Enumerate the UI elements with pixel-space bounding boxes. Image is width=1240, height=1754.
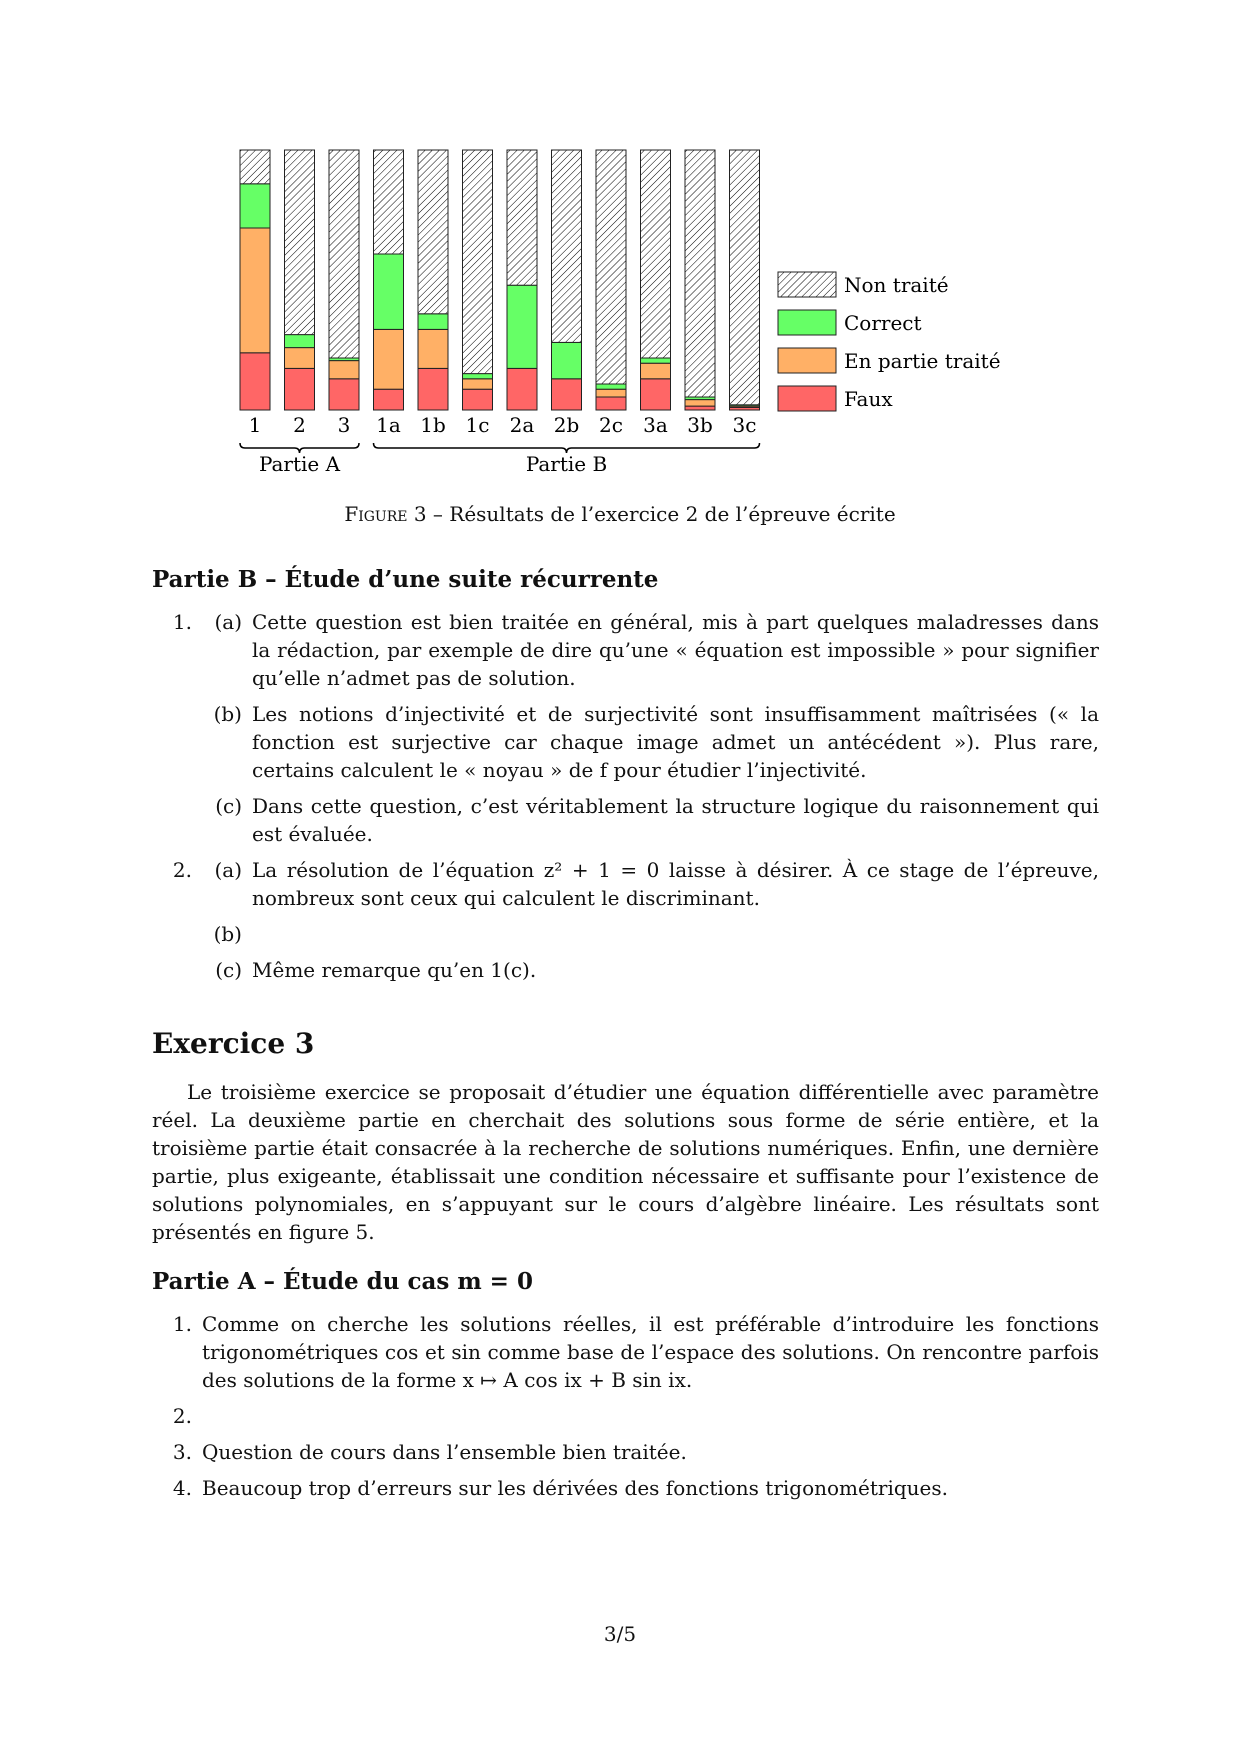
tick-label: 3b <box>687 413 713 437</box>
section-heading: Partie B – Étude d’une suite récurrente <box>152 566 659 593</box>
stacked-bar-chart <box>230 140 1030 480</box>
tick-label: 2a <box>509 413 535 437</box>
item-number <box>152 792 202 848</box>
bar-segment-correct <box>641 358 671 363</box>
list-item <box>152 956 1099 984</box>
bar-segment-correct <box>285 335 315 348</box>
bar-segment-correct <box>463 374 493 379</box>
bar-segment-faux <box>240 353 270 410</box>
caption-label: Figure 3 <box>344 502 427 526</box>
item-text: Beaucoup trop d’erreurs sur les dérivées des fonctions trigonométriques. <box>202 1476 948 1500</box>
section-heading: Partie A – Étude du cas m = 0 <box>152 1268 533 1295</box>
item-text: Comme on cherche les solutions réelles, il est préférable d’introduire les fonctions trigonométriques cos et sin comme base de l’espace des solutions. On rencontre parfois des solutions de la forme x ↦ A cos ix + B sin ix. <box>202 1312 1099 1392</box>
caption-text: – Résultats de l’exercice 2 de l’épreuve écrite <box>426 502 896 526</box>
bar-segment-non-traité <box>463 150 493 374</box>
bar-segment-faux <box>641 379 671 410</box>
bar-segment-en-partie-traité <box>685 400 715 407</box>
item-number: 2. <box>172 858 192 882</box>
sub-label: (a) <box>214 858 242 882</box>
item-text <box>252 920 1099 948</box>
sub-label: (b) <box>213 922 242 946</box>
legend-swatch <box>778 386 836 411</box>
item-number <box>152 700 202 784</box>
item-number <box>152 956 202 984</box>
bar-segment-non-traité <box>374 150 404 254</box>
bar-segment-non-traité <box>329 150 359 358</box>
list-item <box>152 1402 1099 1430</box>
bar-segment-correct <box>418 314 448 330</box>
sub-label: (a) <box>214 610 242 634</box>
legend-swatch <box>778 348 836 373</box>
figure-caption <box>0 500 1240 528</box>
bar-segment-non-traité <box>730 150 760 405</box>
intro-paragraph: Le troisième exercice se proposait d’étudier une équation différentielle avec paramètre réel. La deuxième partie en cherchait des solutions sous forme de série entière, et la troisième partie était consacrée à la recherche de solutions numériques. Enfin, une dernière partie, plus exigeante, établissait une condition nécessaire et suffisante pour l’existence de solutions polynomiales, en s’appuyant sur le cours d’algèbre linéaire. Les résultats sont présentés en figure 5. <box>152 1080 1099 1244</box>
bar-segment-non-traité <box>285 150 315 335</box>
item-text: Question de cours dans l’ensemble bien traitée. <box>202 1440 687 1464</box>
item-text: Dans cette question, c’est véritablement la structure logique du raisonnement qui est évaluée. <box>252 794 1099 846</box>
bar-segment-faux <box>507 368 537 410</box>
bar-segment-faux <box>285 368 315 410</box>
bar-segment-en-partie-traité <box>463 379 493 389</box>
group-label: Partie A <box>258 452 341 476</box>
tick-label: 3a <box>643 413 668 437</box>
bar-segment-non-traité <box>418 150 448 314</box>
legend-label: En partie traité <box>844 349 1001 373</box>
list-item <box>152 1474 1099 1502</box>
bar-segment-non-traité <box>641 150 671 358</box>
item-number: 2. <box>172 1404 192 1428</box>
item-number: 4. <box>172 1476 192 1500</box>
tick-label: 3c <box>732 413 757 437</box>
item-text: Les notions d’injectivité et de surjectivité sont insuffisamment maîtrisées (« la fonction est surjective car chaque image admet un antécédent »). Plus rare, certains calculent le « noyau » de f pour étudier l’injectivité. <box>252 702 1099 782</box>
item-text <box>202 1402 1099 1430</box>
tick-label: 3 <box>337 413 351 437</box>
item-text: Cette question est bien traitée en général, mis à part quelques maladresses dans la rédaction, par exemple de dire qu’une « équation est impossible » pour signifier qu’elle n’admet pas de solution. <box>252 610 1099 690</box>
bar-segment-faux <box>463 389 493 410</box>
bar-segment-correct <box>596 384 626 389</box>
legend-label: Correct <box>844 311 922 335</box>
bar-segment-non-traité <box>507 150 537 285</box>
list-item <box>152 1310 1099 1394</box>
bar-segment-faux <box>418 368 448 410</box>
list-item <box>152 608 1099 692</box>
bar-segment-faux <box>596 397 626 410</box>
partie-b-section <box>152 566 1099 992</box>
list-item <box>152 920 1099 948</box>
bar-segment-faux <box>685 406 715 410</box>
group-label: Partie B <box>525 452 608 476</box>
exercice-3-section <box>152 1027 1099 1510</box>
list-item <box>152 700 1099 784</box>
tick-label: 1a <box>376 413 401 437</box>
item-text: La résolution de l’équation z² + 1 = 0 laisse à désirer. À ce stage de l’épreuve, nombreux sont ceux qui calculent le discriminant. <box>252 858 1099 910</box>
bar-segment-correct <box>507 285 537 368</box>
bar-segment-en-partie-traité <box>641 363 671 379</box>
item-number: 1. <box>172 610 192 634</box>
bar-segment-non-traité <box>596 150 626 384</box>
bar-segment-en-partie-traité <box>596 389 626 397</box>
tick-label: 1 <box>248 413 262 437</box>
tick-label: 2 <box>293 413 306 437</box>
list-item <box>152 856 1099 912</box>
bar-segment-en-partie-traité <box>240 228 270 353</box>
item-number <box>152 920 202 948</box>
sub-label: (c) <box>215 958 242 982</box>
tick-label: 2c <box>599 413 623 437</box>
list-item <box>152 1438 1099 1466</box>
sub-label: (b) <box>213 702 242 726</box>
bar-segment-non-traité <box>685 150 715 397</box>
bar-segment-faux <box>374 389 404 410</box>
bar-segment-faux <box>552 379 582 410</box>
exercise-heading: Exercice 3 <box>152 1027 315 1060</box>
bar-segment-correct <box>552 342 582 378</box>
bar-segment-en-partie-traité <box>329 361 359 379</box>
bar-segment-non-traité <box>240 150 270 184</box>
legend-label: Non traité <box>844 273 949 297</box>
legend-swatch <box>778 272 836 297</box>
bar-segment-en-partie-traité <box>418 329 448 368</box>
tick-label: 1c <box>465 413 490 437</box>
page-number: 3/5 <box>603 1622 637 1646</box>
sub-label: (c) <box>215 794 242 818</box>
bar-segment-faux <box>329 379 359 410</box>
item-text: Même remarque qu’en 1(c). <box>252 958 537 982</box>
bar-segment-en-partie-traité <box>285 348 315 369</box>
item-number: 1. <box>172 1312 192 1336</box>
bar-segment-correct <box>240 184 270 228</box>
list-item <box>152 792 1099 848</box>
tick-label: 2b <box>553 413 580 437</box>
bar-segment-non-traité <box>552 150 582 342</box>
legend-label: Faux <box>844 387 893 411</box>
tick-label: 1b <box>420 413 446 437</box>
bar-segment-en-partie-traité <box>374 329 404 389</box>
legend-swatch <box>778 310 836 335</box>
item-number: 3. <box>172 1440 192 1464</box>
bar-segment-correct <box>374 254 404 329</box>
